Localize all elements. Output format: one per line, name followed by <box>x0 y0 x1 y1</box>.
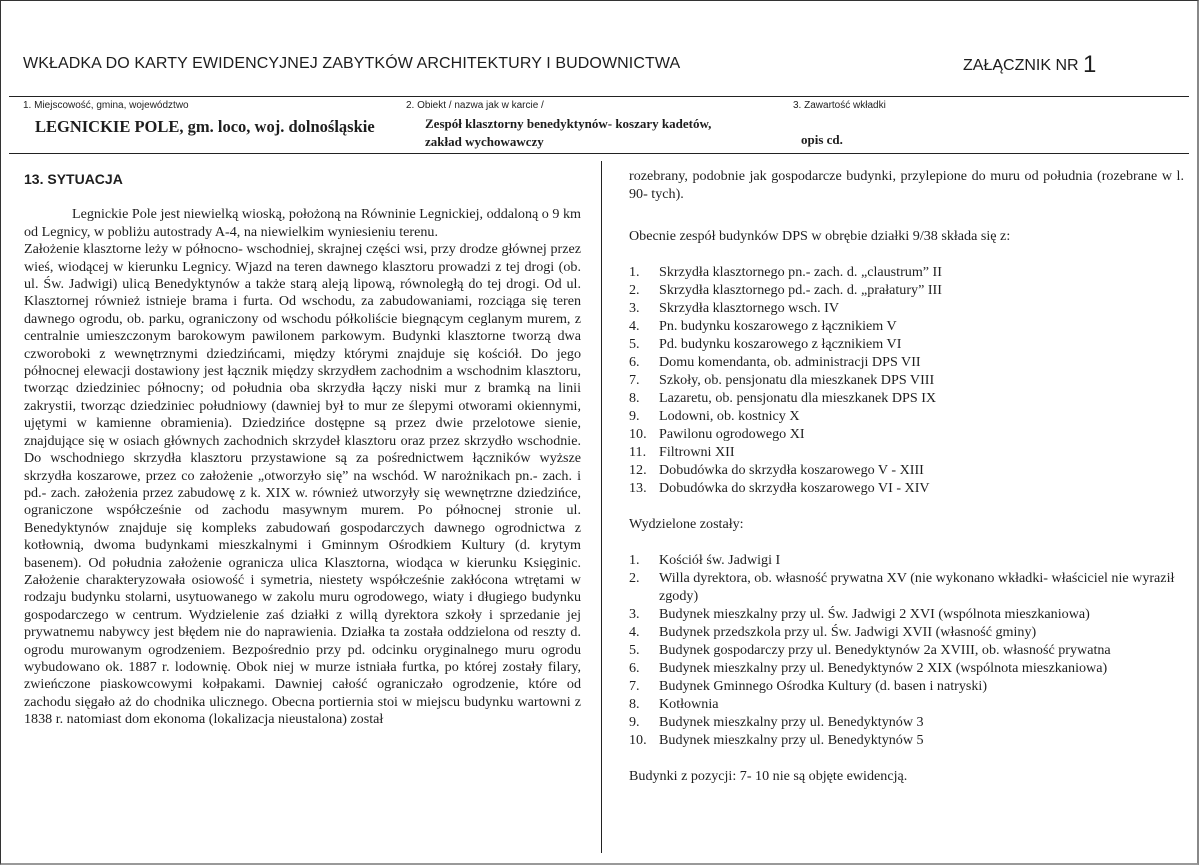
list-item-text: Lodowni, ob. kostnicy X <box>659 408 800 424</box>
list-item-number: 6. <box>629 354 640 370</box>
column-divider <box>601 161 602 853</box>
field-2-label: 2. Obiekt / nazwa jak w karcie / <box>406 100 544 111</box>
list-item-number: 9. <box>629 408 640 424</box>
list-item-number: 10. <box>629 426 647 442</box>
list-item-text: Budynek mieszkalny przy ul. Św. Jadwigi 2 XVI (wspólnota mieszkaniowa) <box>659 606 1090 622</box>
list-item-number: 3. <box>629 300 640 316</box>
list-item-text: Budynek przedszkola przy ul. Św. Jadwigi XVII (własność gminy) <box>659 624 1037 640</box>
section-title: 13. SYTUACJA <box>24 171 123 187</box>
document-title: WKŁADKA DO KARTY EWIDENCYJNEJ ZABYTKÓW ARCHITEKTURY I BUDOWNICTWA <box>23 55 681 72</box>
field-3-value: opis cd. <box>801 132 843 147</box>
list-item <box>629 479 1184 497</box>
paragraph-1: Legnickie Pole jest niewielką wioską, położoną na Równinie Legnickiej, oddaloną o 9 km od Legnicy, w pobliżu autostrady A-4, na niewielkim wyniesieniu terenu. <box>24 206 581 240</box>
list-item-text: Pn. budynku koszarowego z łącznikiem V <box>659 318 897 334</box>
paragraph-2: Założenie klasztorne leży w północno- wschodniej, skrajnej części wsi, przy drodze głównej przez wieś, wiodącej w kierunku Legnicy. Wjazd na teren dawnego klasztoru prowadzi z tej drogi (ob. ul. Św. Jadwigi) ulicą Benedyktynów a także starą aleją lipową, równoległą do tej drogi. Od ul. Klasztornej również istnieje brama i furta. Od wschodu, za zabudowaniami, rozciąga się teren dawnego ogrodu, ob. parku, ograniczony od wschodu półkoliście biegnącym ceglanym murem, z centralnie umieszczonym barokowym pawilonem parkowym. Budynki klasztorne tworzą dwa czworoboki z wewnętrznymi dziedzińcami, między którymi znajduje się kościół. Do jego północnej elewacji dostawiony jest łącznik między skrzydłem zachodnim a wschodnim klasztoru, tworząc dziedziniec północny; od południa oba skrzydła łączy niski mur z bramką na linii zakrystii, tworząc dziedziniec południowy (dawniej był to mur ze ślepymi otworami okiennymi, ujętymi w kamienne obramienia). Dziedzińce dostępne są przez dwie przelotowe sienie, znajdujące się w osiach głównych zachodnich skrzydeł klasztoru oraz przez skrzydło wschodnie. Do wschodniego skrzydła klasztoru przystawione są za pośrednictwem łączników wyższe skrzydła koszarowe, przez co założenie „otworzyło się” na wschód. W narożnikach pn.- zach. i pd.- zach. założenia przez zabudowę z k. XIX w. również utworzyły się wewnętrzne dziedzińce, ograniczone współcześnie od zachodu masywnym murem. Po północnej stronie ul. Benedyktynów znajduje się kompleks zabudowań gospodarczych dawnego ogrodnictwa z kotłownią, dwoma budynkami mieszkalnymi i Gminnym Ośrodkiem Kultury (d. krytym basenem). Od południa założenie ogranicza ulica Klasztorna, wiodąca w kierunku Księginic. Założenie charakteryzowała osiowość i symetria, niestety współcześnie zakłócona wtrętami w rodzaju budynku stolarni, usytuowanego w zakolu muru ogrodowego, wiaty i długiego budynku gospodarczego w centrum. Wydzielenie zaś działki z willą dyrektora szkoły i sprzedanie jej prywatnemu nabywcy jest błędem nie do naprawienia. Działka ta została oddzielona od reszty d. ogrodu murowanym ogrodzeniem. Bezpośrednio przy pd. odcinku oryginalnego muru ogrodu wybudowano ok. 1887 r. lodownię. Obok niej w murze istniała furtka, po której zostały filary, zwieńczone piaskowcowymi kołpakami. Dawniej całość ograniczało ogrodzenie, które od zachodu sięgało aż do chodnika ulicznego. Obecna portiernia stoi w miejscu budynku wartowni z 1838 r. natomiast dom ekonoma (lokalizacja nieustalona) został <box>24 241 581 728</box>
list-item-text: Budynek mieszkalny przy ul. Benedyktynów 2 XIX (wspólnota mieszkaniowa) <box>659 660 1108 676</box>
annex-label <box>963 49 1096 77</box>
list-item <box>629 461 1184 479</box>
list-item-number: 7. <box>629 372 640 388</box>
field-2-value <box>425 115 711 151</box>
list-item <box>629 407 1184 425</box>
list-item <box>629 353 1184 371</box>
list-item-text: Pawilonu ogrodowego XI <box>659 426 805 442</box>
list-item-number: 9. <box>629 714 640 730</box>
dps-buildings-list <box>629 263 1184 497</box>
left-column <box>24 171 581 729</box>
list-item-number: 5. <box>629 336 640 352</box>
list-item <box>629 281 1184 299</box>
list-item-number: 1. <box>629 552 640 568</box>
buildings-intro: Obecnie zespół budynków DPS w obrębie działki 9/38 składa się z: <box>629 228 1011 244</box>
list-item-number: 8. <box>629 390 640 406</box>
list-item <box>629 713 1184 731</box>
list-item-text: Dobudówka do skrzydła koszarowego VI - XIV <box>659 480 930 496</box>
field-2-value-line1: Zespół klasztorny benedyktynów- koszary kadetów, <box>425 116 712 131</box>
list-item <box>629 695 1184 713</box>
list-item <box>629 389 1184 407</box>
list-item-number: 2. <box>629 570 640 586</box>
list-item-text: Kotłownia <box>659 696 719 712</box>
continuation-paragraph: rozebrany, podobnie jak gospodarcze budynki, przylepione do muru od południa (rozebrane w l. 90- tych). <box>629 168 1184 202</box>
list-item-text: Willa dyrektora, ob. własność prywatna XV (nie wykonano wkładki- właściciel nie wyraził zgody) <box>659 570 1175 604</box>
list-item-number: 6. <box>629 660 640 676</box>
list-item-text: Skrzydła klasztornego wsch. IV <box>659 300 840 316</box>
list-item-number: 7. <box>629 678 640 694</box>
annex-number: 1 <box>1083 51 1097 78</box>
list-item-number: 11. <box>629 444 647 460</box>
list-item <box>629 677 1184 695</box>
list-item <box>629 641 1184 659</box>
list-item-number: 8. <box>629 696 640 712</box>
list-item <box>629 263 1184 281</box>
list-item-number: 4. <box>629 318 640 334</box>
list-item <box>629 317 1184 335</box>
list-item-number: 4. <box>629 624 640 640</box>
list-item-number: 13. <box>629 480 647 496</box>
field-3-label: 3. Zawartość wkładki <box>793 100 886 111</box>
list-item-text: Pd. budynku koszarowego z łącznikiem VI <box>659 336 902 352</box>
list-item <box>629 659 1184 677</box>
list-item <box>629 443 1184 461</box>
list-item-number: 3. <box>629 606 640 622</box>
field-1-value: LEGNICKIE POLE, gm. loco, woj. dolnośląskie <box>35 117 375 136</box>
list-item-number: 2. <box>629 282 640 298</box>
list-item-number: 12. <box>629 462 647 478</box>
list-item-text: Domu komendanta, ob. administracji DPS VII <box>659 354 921 370</box>
list-item-text: Budynek mieszkalny przy ul. Benedyktynów 3 <box>659 714 924 730</box>
list-item-text: Budynek mieszkalny przy ul. Benedyktynów 5 <box>659 732 924 748</box>
list-item <box>629 731 1184 749</box>
list-item-text: Filtrowni XII <box>659 444 735 460</box>
field-2-value-line2: zakład wychowawczy <box>425 134 544 149</box>
list-item <box>629 605 1184 623</box>
list-item-number: 5. <box>629 642 640 658</box>
field-1-label: 1. Miejscowość, gmina, województwo <box>23 100 189 111</box>
list-item <box>629 569 1184 605</box>
list-item-text: Budynek gospodarczy przy ul. Benedyktynów 2a XVIII, ob. własność prywatna <box>659 642 1111 658</box>
list-item <box>629 551 1184 569</box>
list-item <box>629 335 1184 353</box>
header-divider <box>9 96 1189 97</box>
list-item-text: Skrzydła klasztornego pd.- zach. d. „prałatury” III <box>659 282 942 298</box>
list-item-text: Szkoły, ob. pensjonatu dla mieszkanek DPS VIII <box>659 372 935 388</box>
list-item-text: Kościół św. Jadwigi I <box>659 552 781 568</box>
list-item-text: Skrzydła klasztornego pn.- zach. d. „claustrum” II <box>659 264 942 280</box>
list-item <box>629 623 1184 641</box>
list-item-text: Budynek Gminnego Ośrodka Kultury (d. basen i natryski) <box>659 678 988 694</box>
right-column <box>629 167 1184 785</box>
annex-label-text: ZAŁĄCZNIK NR <box>963 57 1079 74</box>
separated-label: Wydzielone zostały: <box>629 516 744 532</box>
list-item-number: 1. <box>629 264 640 280</box>
fields-divider <box>9 153 1189 154</box>
list-item-text: Lazaretu, ob. pensjonatu dla mieszkanek DPS IX <box>659 390 937 406</box>
separated-buildings-list <box>629 551 1184 749</box>
footer-note: Budynki z pozycji: 7- 10 nie są objęte ewidencją. <box>629 768 908 784</box>
list-item <box>629 371 1184 389</box>
list-item-text: Dobudówka do skrzydła koszarowego V - XIII <box>659 462 924 478</box>
list-item <box>629 425 1184 443</box>
list-item-number: 10. <box>629 732 647 748</box>
list-item <box>629 299 1184 317</box>
